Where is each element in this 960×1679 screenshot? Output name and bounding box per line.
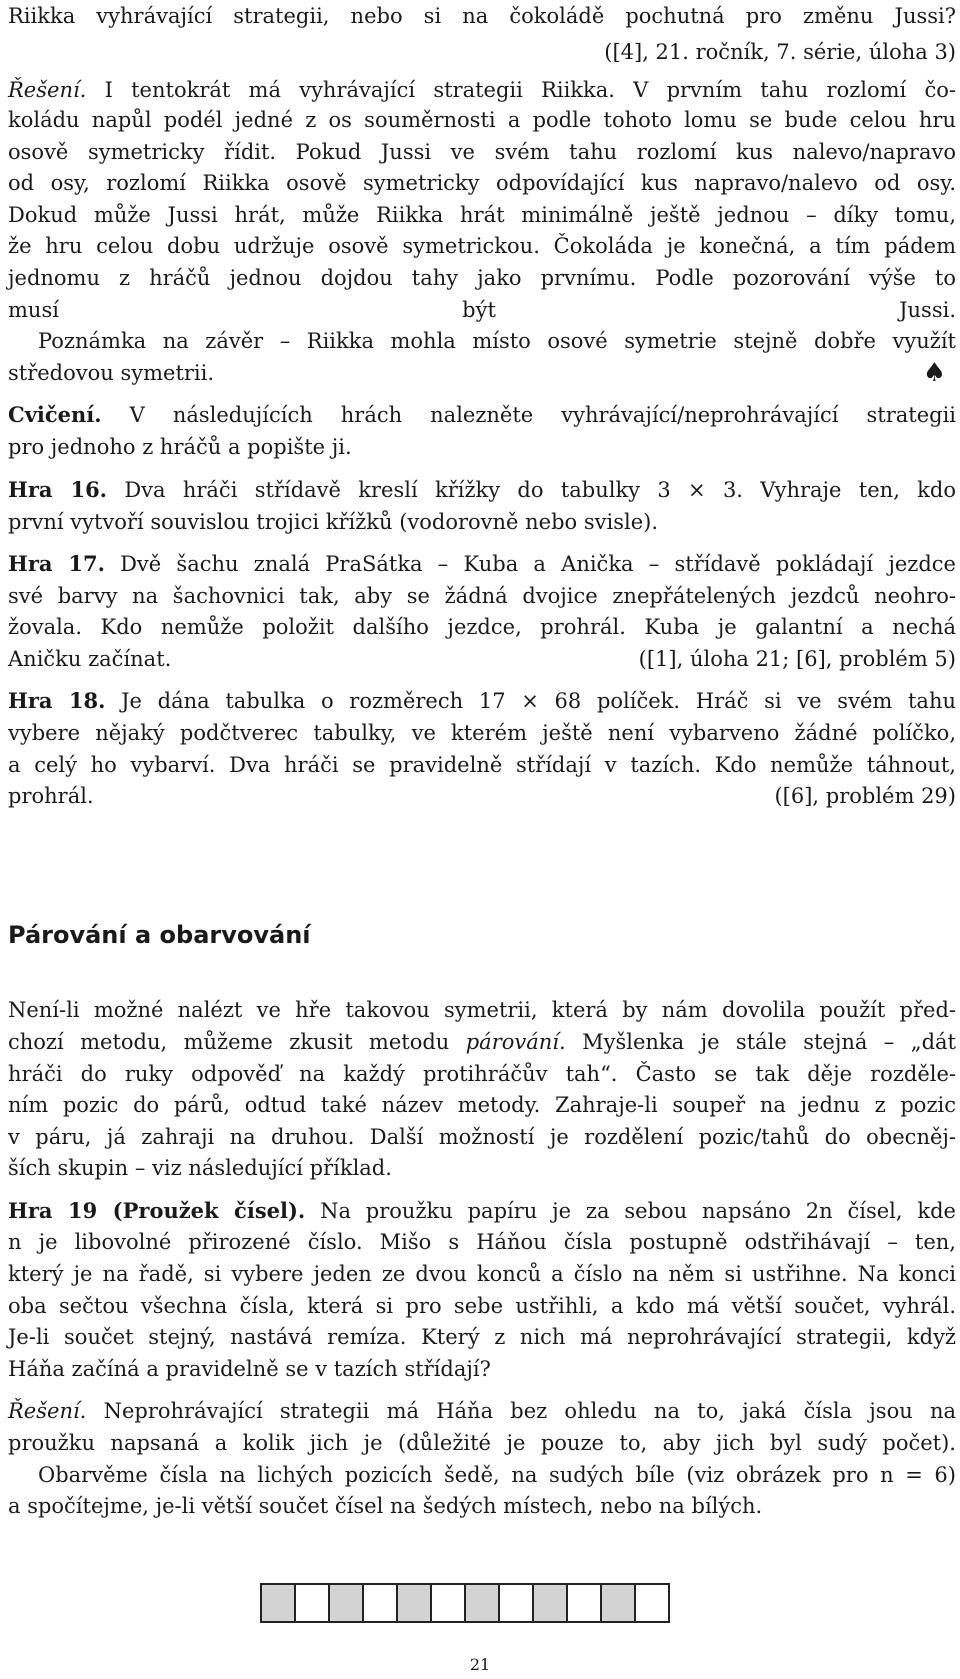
solution-line: Řešení. I tentokrát má vyhrávající strategii Riikka. V prvním tahu rozlomí čo- (8, 78, 956, 102)
text-line: a celý ho vybarví. Dva hráči se pravidelně střídají v tazích. Kdo nemůže táhnout, (8, 753, 956, 777)
text-line: pro jednoho z hráčů a popište ji. (8, 435, 352, 459)
text-line: od osy, rozlomí Riikka osově symetricky odpovídající kus napravo/nalevo od osy. (8, 171, 956, 195)
strip-cell-gray (532, 1583, 568, 1623)
strip-cell-white (498, 1583, 534, 1623)
text-line: oba sečtou všechna čísla, která si pro sebe ustřihli, a kdo má větší součet, vyhrál. (8, 1294, 956, 1318)
game-18-label: Hra 18. (8, 688, 106, 713)
text-line: Poznámka na závěr – Riikka mohla místo osové symetrie stejně dobře využít (38, 329, 956, 353)
reference: ([4], 21. ročník, 7. série, úloha 3) (604, 40, 956, 64)
page-number: 21 (469, 1655, 491, 1674)
text-line: koládu napůl podél jedné z os souměrnosti a podle tohoto lomu se bude celou hru (8, 108, 956, 132)
section-heading: Párování a obarvování (8, 921, 311, 949)
solution-line: Řešení. Neprohrávající strategii má Háňa bez ohledu na to, jaká čísla jsou na (8, 1399, 956, 1423)
end-of-proof-spade-icon: ♠ (922, 358, 946, 388)
game-19-label: Hra 19 (Proužek čísel). (8, 1198, 306, 1223)
game-17-line: Hra 17. Dvě šachu znalá PraSátka – Kuba a Anička – střídavě pokládají jezdce (8, 551, 956, 576)
text-line: Riikka vyhrávající strategii, nebo si na čokoládě pochutná pro změnu Jussi? (8, 4, 956, 28)
text-line: ním pozic do párů, odtud také název metody. Zahraje-li soupeř na jednu z pozic (8, 1093, 956, 1117)
strip-cell-white (430, 1583, 466, 1623)
exercise-line: Cvičení. V následujících hrách nalezněte vyhrávající/neprohrávající strategii (8, 402, 956, 427)
text-line: své barvy na šachovnici tak, aby se žádná dvojice znepřátelených jezdců neohro- (8, 584, 956, 608)
reference: ([6], problém 29) (774, 784, 956, 808)
text-line: ších skupin – viz následující příklad. (8, 1156, 392, 1180)
solution-label: Řešení. (8, 1399, 87, 1423)
text-line: středovou symetrii. (8, 361, 215, 385)
game-16-line: Hra 16. Dva hráči střídavě kreslí křížky do tabulky 3 × 3. Vyhraje ten, kdo (8, 477, 956, 502)
strip-cell-gray (260, 1583, 296, 1623)
text-line: hráči do ruky odpověď na každý protihráčův tah“. Často se tak děje rozděle- (8, 1062, 956, 1086)
text-line: musí být Jussi. (8, 298, 956, 322)
strip-cell-gray (600, 1583, 636, 1623)
text-line: Dokud může Jussi hrát, může Riikka hrát minimálně ještě jednou – díky tomu, (8, 203, 956, 227)
text-line: osově symetricky řídit. Pokud Jussi ve svém tahu rozlomí kus nalevo/napravo (8, 140, 956, 164)
text-line: že hru celou dobu udržuje osově symetrickou. Čokoláda je konečná, a tím pádem (8, 234, 956, 258)
text-line: proužku napsaná a kolik jich je (důležité je pouze to, aby jich byl sudý počet). (8, 1431, 956, 1455)
reference: ([1], úloha 21; [6], problém 5) (638, 647, 956, 671)
text-line: a spočítejme, je-li větší součet čísel na šedých místech, nebo na bílých. (8, 1494, 763, 1518)
text-line: Není-li možné nalézt ve hře takovou symetrii, která by nám dovolila použít před- (8, 998, 956, 1022)
text-line: chozí metodu, můžeme zkusit metodu párování. Myšlenka je stále stejná – „dát (8, 1030, 956, 1054)
game-17-label: Hra 17. (8, 551, 105, 576)
text-line: Háňa začíná a pravidelně se v tazích střídají? (8, 1357, 491, 1381)
text-line: vybere nějaký podčtverec tabulky, ve kterém ještě není vybarveno žádné políčko, (8, 721, 956, 745)
strip-cell-gray (464, 1583, 500, 1623)
text-line: prohrál. ([6], problém 29) (8, 784, 956, 808)
strip-cell-white (362, 1583, 398, 1623)
exercise-label: Cvičení. (8, 402, 102, 427)
game-18-line: Hra 18. Je dána tabulka o rozměrech 17 × 68 políček. Hráč si ve svém tahu (8, 688, 957, 713)
text-line: Aničku začínat. ([1], úloha 21; [6], problém 5) (8, 647, 956, 671)
number-strip-figure (262, 1583, 670, 1623)
text-line: první vytvoří souvislou trojici křížků (vodorovně nebo svisle). (8, 510, 659, 534)
text-line: jednomu z hráčů jednou dojdou tahy jako prvnímu. Podle pozorování výše to (8, 266, 956, 290)
term-emphasis: párování (465, 1030, 560, 1054)
strip-cell-gray (396, 1583, 432, 1623)
strip-cell-white (566, 1583, 602, 1623)
text-line: Obarvěme čísla na lichých pozicích šedě, na sudých bíle (viz obrázek pro n = 6) (38, 1463, 956, 1487)
text-line: který je na řadě, si vybere jeden ze dvou konců a číslo na něm si ustřihne. Na konci (8, 1262, 956, 1286)
game-19-line: Hra 19 (Proužek čísel). Na proužku papíru je za sebou napsáno 2n čísel, kde (8, 1198, 956, 1223)
strip-cell-gray (328, 1583, 364, 1623)
text-line: n je libovolné přirozené číslo. Mišo s Háňou čísla postupně odstřihávají – ten, (8, 1230, 956, 1254)
text-line: Je-li součet stejný, nastává remíza. Který z nich má neprohrávající strategii, když (8, 1325, 956, 1349)
solution-label: Řešení. (8, 78, 87, 102)
game-16-label: Hra 16. (8, 477, 107, 502)
strip-cell-white (294, 1583, 330, 1623)
strip-cell-white (634, 1583, 670, 1623)
text-line: žovala. Kdo nemůže položit dalšího jezdce, prohrál. Kuba je galantní a nechá (8, 615, 956, 639)
text-line: v páru, já zahraji na druhou. Další možností je rozdělení pozic/tahů do obecněj- (8, 1125, 956, 1149)
